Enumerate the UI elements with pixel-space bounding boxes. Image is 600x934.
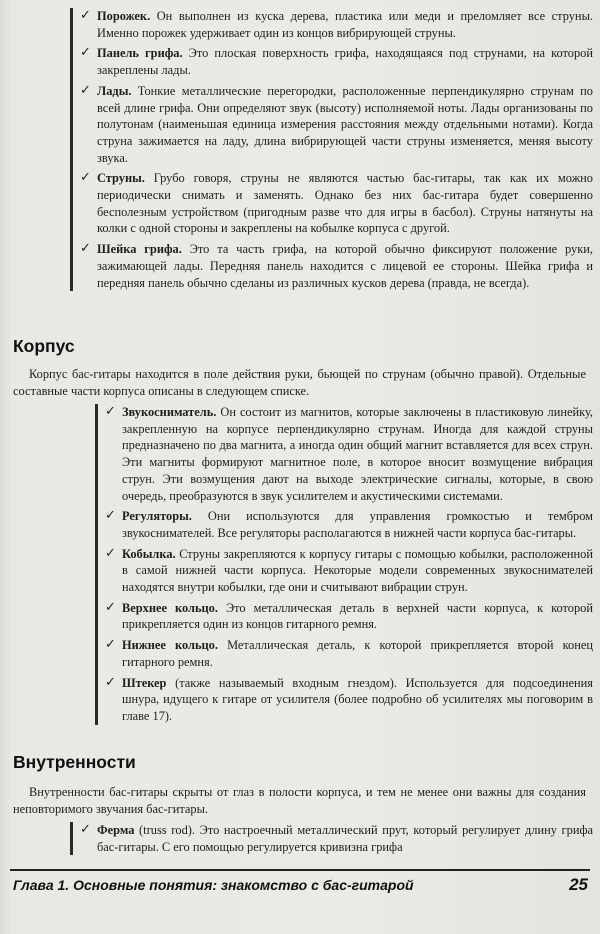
body-intro-paragraph: Корпус бас-гитары находится в поле действия руки, бьющей по струнам (обычно правой). Отдельные составные части корпуса описаны в следующем списке. [13, 367, 586, 398]
item-term: Верхнее кольцо. [122, 600, 218, 615]
list-item-text [97, 83, 593, 167]
section-heading-internals: Внутренности [13, 752, 136, 772]
list-item [98, 600, 593, 633]
item-term: Звукосниматель. [122, 405, 217, 419]
item-description: Это плоская поверхность грифа, находящаяся под струнами, на которой закреплены лады. [97, 46, 593, 78]
list-item [98, 508, 593, 541]
internals-intro-paragraph: Внутренности бас-гитары скрыты от глаз в полости корпуса, и тем не менее они важны для создания неповторимого звучания бас-гитары. [13, 785, 586, 816]
list-item-text [97, 241, 593, 291]
item-term: Штекер [122, 675, 167, 690]
list-item-text [122, 675, 593, 725]
list-item-text [97, 45, 593, 78]
list-item [73, 241, 593, 291]
item-description: Он выполнен из куска дерева, пластика или меди и преломляет все струны. Именно порожек удерживает один из концов вибрирующей струны. [97, 9, 593, 40]
list-item [73, 822, 593, 855]
checkmark-icon: ✓ [105, 508, 116, 524]
item-description: Это та часть грифа, на которой обычно фиксируют положение руки, зажимающей лады. Передняя панель находится с лицевой ее стороны. Шейка грифа и передняя панель обычно сделаны из различных кусков дерева (правда, не всегда). [97, 242, 593, 290]
list-item-text [122, 546, 593, 596]
list-item [73, 170, 593, 237]
checkmark-icon: ✓ [80, 241, 91, 257]
list-item-text [97, 8, 593, 41]
list-item-text [122, 404, 593, 504]
checkmark-icon: ✓ [105, 637, 116, 653]
item-term: Струны. [97, 171, 145, 186]
list-item [98, 675, 593, 725]
item-term: Лады. [97, 83, 132, 98]
item-description: Грубо говоря, струны не являются частью бас-гитары, так как их можно периодически снимать и заменять. Однако без них бас-гитара будет совершенно бесполезным устройством (пригодным разве что для игры в басбол). Струны натянуты на колки с одной стороны и закреплены на кобылке корпуса с другой. [97, 171, 593, 236]
checkmark-icon: ✓ [80, 45, 91, 61]
item-description: Он состоит из магнитов, которые заключены в пластиковую линейку, закрепленную на корпусе перпендикулярно струнам. Иногда для каждой струны предназначено по два магнита, а иногда один общий магнит вставляется для всех струн. Эти магниты формируют магнитное поле, в которое вносит возмущение вибрация струн. Эти возмущения дают на выходе электрические сигналы, которые, в свою очередь, преобразуются в звук усилителем и акустическими системами. [122, 405, 593, 503]
checkmark-icon: ✓ [80, 82, 91, 98]
checkmark-icon: ✓ [105, 404, 116, 419]
checkmark-icon: ✓ [80, 822, 91, 837]
item-term: Шейка грифа. [97, 242, 182, 257]
checkmark-icon: ✓ [105, 599, 116, 615]
item-term: Ферма [97, 823, 135, 837]
list-item [73, 8, 593, 41]
list-item-text [97, 170, 593, 237]
section-heading-body: Корпус [13, 336, 75, 356]
list-item-text [122, 637, 593, 670]
item-description: Струны закрепляются к корпусу гитары с помощью кобылки, расположенной в самой нижней части корпуса. Некоторые модели современных звукоснимателей находятся внутри кобылки, где они и считывают вибрации струн. [122, 546, 593, 595]
page-footer [13, 875, 588, 895]
list-item [98, 404, 593, 504]
internals-list [70, 822, 593, 855]
page-number: 25 [569, 875, 588, 894]
checkmark-icon: ✓ [105, 674, 116, 690]
item-description: Они используются для управления громкостью и тембром звукоснимателей. Все регуляторы располагаются в нижней части корпуса бас-гитары. [122, 509, 593, 540]
checkmark-icon: ✓ [80, 170, 91, 186]
item-term: Кобылка. [122, 546, 176, 561]
list-item-text [122, 600, 593, 633]
chapter-title: Глава 1. Основные понятия: знакомство с бас-гитарой [13, 877, 414, 893]
list-item-text [122, 508, 593, 541]
item-term: Нижнее кольцо. [122, 638, 218, 653]
item-description: (truss rod). Это настроечный металлический прут, который регулирует длину грифа бас-гитары. С его помощью регулируется кривизна грифа [97, 823, 593, 854]
list-item-text [97, 822, 593, 855]
item-term: Регуляторы. [122, 509, 192, 524]
checkmark-icon: ✓ [80, 8, 91, 23]
item-description: Это металлическая деталь в верхней части корпуса, к которой прикрепляется один из концов гитарного ремня. [122, 600, 594, 632]
list-item [98, 637, 593, 670]
checkmark-icon: ✓ [105, 545, 116, 561]
item-description: Металлическая деталь, к которой прикрепляется второй конец гитарного ремня. [122, 638, 593, 669]
list-item [73, 45, 593, 78]
list-item [98, 546, 593, 596]
neck-parts-list [70, 8, 593, 291]
list-item [73, 83, 593, 167]
item-term: Панель грифа. [97, 46, 183, 61]
body-parts-list [95, 404, 593, 725]
item-description: (также называемый входным гнездом). Используется для подсоединения шнура, идущего к гитаре от усилителя (более подробно об усилителях мы поговорим в главе 17). [122, 675, 593, 723]
item-description: Тонкие металлические перегородки, расположенные перпендикулярно струнам по всей длине грифа. Они определяют звук (высоту) исполняемой ноты. Лады организованы по полутонам (наименьшая единица измерения расстояния между отдельными нотами). Когда струна зажимается на ладу, длина вибрирующей части струны изменяется, меняя высоту звука. [97, 83, 593, 165]
item-term: Порожек. [97, 9, 151, 23]
footer-rule [10, 869, 590, 871]
